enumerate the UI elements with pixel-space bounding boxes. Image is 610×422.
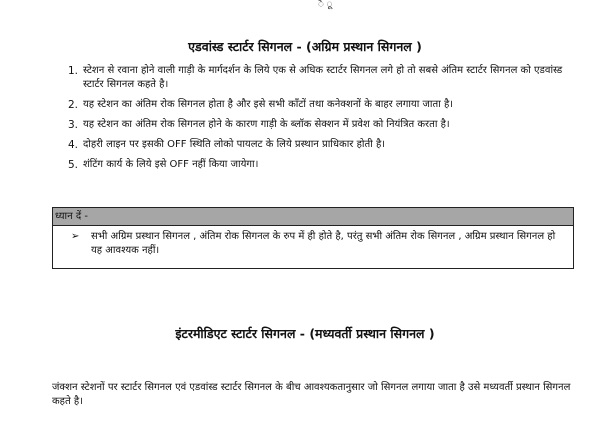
intermediate-starter-paragraph: जंक्शन स्टेशनों पर स्टार्टर सिगनल एवं एडवांस्ड स्टार्टर सिगनल के बीच आवश्यकतानुसार जो सिगनल लगाया जाता है उसे मध्यवर्ती प्रस्थान सिगनल कहते है। (52, 382, 571, 407)
list-item-number: 4. (68, 139, 79, 151)
list-item-number: 3. (68, 119, 79, 131)
list-item (58, 138, 583, 152)
top-text-fragment: ै ू (318, 0, 333, 10)
note-box (52, 207, 574, 269)
note-item (53, 226, 573, 258)
list-item-text: यह स्टेशन का अंतिम रोक सिगनल होता है और इसे सभी काँटों तथा कनेक्शनों के बाहर लगाया जाता है। (83, 99, 454, 110)
list-item (58, 64, 583, 92)
list-item (58, 98, 583, 112)
list-item-number: 5. (68, 159, 79, 171)
note-heading: ध्यान दें - (53, 208, 573, 226)
section2-title: इंटरमीडिएट स्टार्टर सिगनल - (मध्यवर्ती प्रस्थान सिगनल ) (175, 326, 435, 341)
list-item (58, 158, 583, 172)
arrow-bullet-icon: ➢ (71, 231, 80, 242)
list-item-number: 2. (68, 99, 79, 111)
list-item-text: शंटिंग कार्य के लिये इसे OFF नहीं किया जायेगा। (83, 159, 259, 170)
note-text: सभी अग्रिम प्रस्थान सिगनल , अंतिम रोक सिगनल के रुप में ही होते है, परंतु सभी अंतिम रोक सिगनल , अग्रिम प्रस्थान सिगनल हो यह आवश्यक नहीं। (91, 231, 556, 256)
list-item (58, 118, 583, 132)
list-item-text: यह स्टेशन का अंतिम रोक सिगनल होने के कारण गाड़ी के ब्लॉक सेक्शन में प्रवेश को नियंत्रित करता है। (83, 119, 450, 130)
advanced-starter-list (58, 64, 583, 178)
list-item-number: 1. (68, 65, 79, 77)
list-item-text: दोहरी लाइन पर इसकी OFF स्थिति लोको पायलट के लिये प्रस्थान प्राधिकार होती है। (83, 139, 386, 150)
list-item-text: स्टेशन से रवाना होने वाली गाड़ी के मार्गदर्शन के लिये एक से अधिक स्टार्टर सिगनल लगे हो तो सबसे अंतिम स्टार्टर सिगनल को एडवांस्ड स्टार्टर सिगनल कहते है। (83, 65, 563, 90)
section1-title: एडवांस्ड स्टार्टर सिगनल - (अग्रिम प्रस्थान सिगनल ) (188, 39, 422, 54)
